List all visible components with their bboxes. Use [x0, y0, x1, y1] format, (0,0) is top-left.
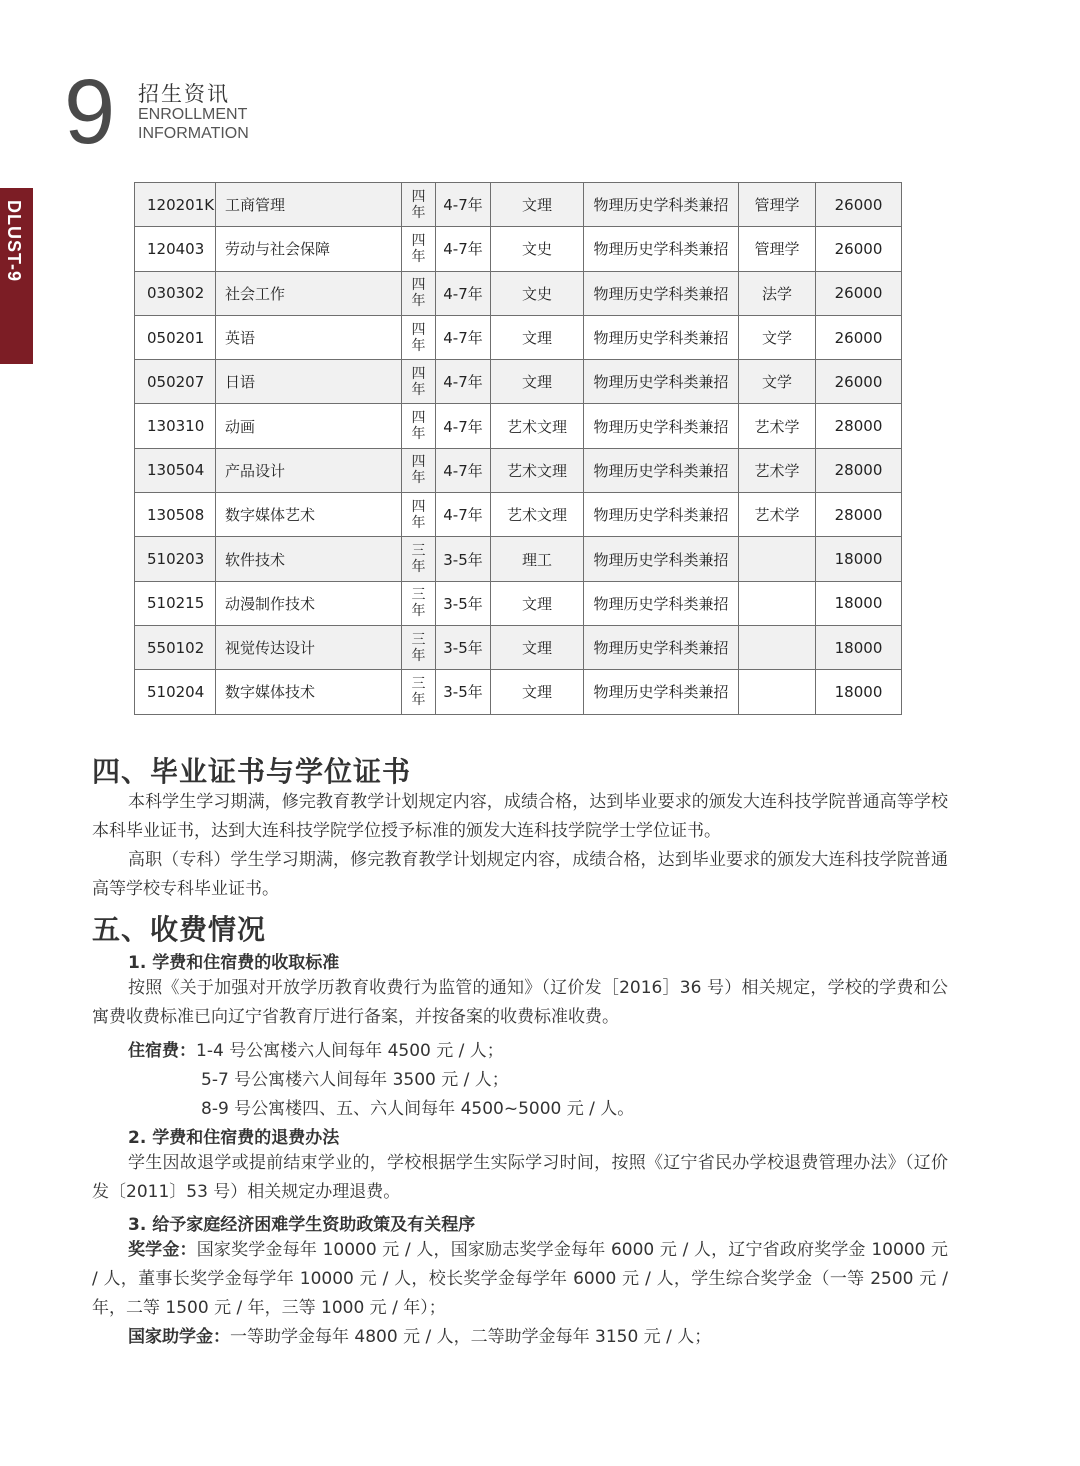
major-code-cell: 550102 — [135, 625, 216, 669]
side-tab-label: DLUST-9 — [4, 200, 24, 283]
study-span-cell: 4-7年 — [436, 315, 491, 359]
tuition-fee-cell: 26000 — [816, 183, 902, 227]
major-name-cell: 产品设计 — [216, 448, 402, 492]
degree-cell: 管理学 — [739, 183, 816, 227]
major-code-cell: 120403 — [135, 227, 216, 271]
study-span-cell: 3-5年 — [436, 670, 491, 714]
subject-requirement-cell: 物理历史学科类兼招 — [584, 183, 739, 227]
table-row — [135, 404, 902, 448]
dorm-fee-item-2: 5-7 号公寓楼六人间每年 3500 元 / 人； — [201, 1070, 509, 1090]
track-cell: 文理 — [491, 581, 584, 625]
degree-cell: 管理学 — [739, 227, 816, 271]
dorm-fee-label: 住宿费： — [128, 1041, 196, 1061]
subject-requirement-cell: 物理历史学科类兼招 — [584, 448, 739, 492]
study-span-cell: 4-7年 — [436, 448, 491, 492]
tuition-fee-cell: 28000 — [816, 493, 902, 537]
section4-paragraph-1: 本科学生学习期满，修完教育教学计划规定内容，成绩合格，达到毕业要求的颁发大连科技学院普通高等学校本科毕业证书，达到大连科技学院学位授予标准的颁发大连科技学院学士学位证书。 — [92, 792, 948, 841]
study-length-cell: 四 年 — [402, 404, 436, 448]
subject-requirement-cell: 物理历史学科类兼招 — [584, 404, 739, 448]
subject-requirement-cell: 物理历史学科类兼招 — [584, 670, 739, 714]
scholarship-text: 国家奖学金每年 10000 元 / 人，国家励志奖学金每年 6000 元 / 人，辽宁省政府奖学金 10000 元 / 人，董事长奖学金每学年 10000 元 / 人，校长奖学金每学年 6000 元 / 人，学生综合奖学金（一等 2500 元 / 年，二等 1500 元 / 年，三等 1000 元 / 年）； — [92, 1240, 948, 1318]
table-row — [135, 581, 902, 625]
section5-paragraph-2: 学生因故退学或提前结束学业的，学校根据学生实际学习时间，按照《辽宁省民办学校退费管理办法》（辽价发〔2011〕53 号）相关规定办理退费。 — [92, 1153, 948, 1202]
study-length-cell: 四 年 — [402, 448, 436, 492]
tuition-fee-cell: 26000 — [816, 271, 902, 315]
grant-label: 国家助学金： — [128, 1327, 230, 1347]
major-code-cell: 130508 — [135, 493, 216, 537]
degree-cell — [739, 670, 816, 714]
study-span-cell: 4-7年 — [436, 360, 491, 404]
major-name-cell: 工商管理 — [216, 183, 402, 227]
track-cell: 文史 — [491, 271, 584, 315]
major-code-cell: 030302 — [135, 271, 216, 315]
track-cell: 文理 — [491, 670, 584, 714]
section4-paragraph-2: 高职（专科）学生学习期满，修完教育教学计划规定内容，成绩合格，达到毕业要求的颁发大连科技学院普通高等学校专科毕业证书。 — [92, 850, 948, 899]
dorm-fee-item-1: 1-4 号公寓楼六人间每年 4500 元 / 人； — [196, 1041, 504, 1061]
subject-requirement-cell: 物理历史学科类兼招 — [584, 493, 739, 537]
major-code-cell: 050207 — [135, 360, 216, 404]
section5-paragraph-1: 按照《关于加强对开放学历教育收费行为监管的通知》（辽价发［2016］36 号）相关规定，学校的学费和公寓费收费标准已向辽宁省教育厅进行备案，并按备案的收费标准收费。 — [92, 978, 948, 1027]
major-table-body — [135, 183, 902, 715]
study-length-cell: 三 年 — [402, 537, 436, 581]
table-row — [135, 183, 902, 227]
table-row — [135, 360, 902, 404]
tuition-fee-cell: 18000 — [816, 625, 902, 669]
major-name-cell: 劳动与社会保障 — [216, 227, 402, 271]
table-row — [135, 315, 902, 359]
major-name-cell: 动漫制作技术 — [216, 581, 402, 625]
major-name-cell: 数字媒体技术 — [216, 670, 402, 714]
section4-title: 四、毕业证书与学位证书 — [92, 755, 412, 788]
tuition-fee-cell: 18000 — [816, 537, 902, 581]
tuition-fee-cell: 18000 — [816, 670, 902, 714]
table-row — [135, 448, 902, 492]
major-code-cell: 130504 — [135, 448, 216, 492]
major-name-cell: 日语 — [216, 360, 402, 404]
study-length-cell: 四 年 — [402, 227, 436, 271]
track-cell: 文理 — [491, 315, 584, 359]
tuition-fee-cell: 28000 — [816, 404, 902, 448]
section5-sub2: 2. 学费和住宿费的退费办法 — [128, 1128, 340, 1148]
subject-requirement-cell: 物理历史学科类兼招 — [584, 625, 739, 669]
study-length-cell: 四 年 — [402, 315, 436, 359]
track-cell: 文史 — [491, 227, 584, 271]
major-code-cell: 510215 — [135, 581, 216, 625]
subject-requirement-cell: 物理历史学科类兼招 — [584, 315, 739, 359]
study-span-cell: 3-5年 — [436, 537, 491, 581]
major-table — [134, 182, 902, 715]
table-row — [135, 537, 902, 581]
study-span-cell: 4-7年 — [436, 271, 491, 315]
section5-sub3: 3. 给予家庭经济困难学生资助政策及有关程序 — [128, 1215, 476, 1235]
degree-cell: 文学 — [739, 360, 816, 404]
major-code-cell: 510204 — [135, 670, 216, 714]
study-length-cell: 四 年 — [402, 183, 436, 227]
track-cell: 文理 — [491, 183, 584, 227]
major-name-cell: 数字媒体艺术 — [216, 493, 402, 537]
tuition-fee-cell: 26000 — [816, 315, 902, 359]
table-row — [135, 625, 902, 669]
major-code-cell: 050201 — [135, 315, 216, 359]
degree-cell — [739, 625, 816, 669]
track-cell: 艺术文理 — [491, 493, 584, 537]
degree-cell: 文学 — [739, 315, 816, 359]
degree-cell: 艺术学 — [739, 493, 816, 537]
tuition-fee-cell: 26000 — [816, 360, 902, 404]
subject-requirement-cell: 物理历史学科类兼招 — [584, 360, 739, 404]
section5-sub1: 1. 学费和住宿费的收取标准 — [128, 953, 340, 973]
tuition-fee-cell: 28000 — [816, 448, 902, 492]
degree-cell — [739, 581, 816, 625]
degree-cell: 艺术学 — [739, 448, 816, 492]
tuition-fee-cell: 18000 — [816, 581, 902, 625]
dorm-fee-item-3: 8-9 号公寓楼四、五、六人间每年 4500~5000 元 / 人。 — [201, 1099, 635, 1119]
study-span-cell: 3-5年 — [436, 625, 491, 669]
scholarship-label: 奖学金： — [128, 1240, 197, 1260]
major-code-cell: 510203 — [135, 537, 216, 581]
track-cell: 艺术文理 — [491, 404, 584, 448]
table-row — [135, 493, 902, 537]
major-code-cell: 120201K — [135, 183, 216, 227]
track-cell: 艺术文理 — [491, 448, 584, 492]
study-span-cell: 4-7年 — [436, 493, 491, 537]
scholarship-paragraph — [92, 1236, 948, 1323]
major-code-cell: 130310 — [135, 404, 216, 448]
degree-cell — [739, 537, 816, 581]
section5-title: 五、收费情况 — [92, 913, 267, 946]
track-cell: 文理 — [491, 625, 584, 669]
degree-cell: 艺术学 — [739, 404, 816, 448]
major-name-cell: 社会工作 — [216, 271, 402, 315]
study-length-cell: 四 年 — [402, 493, 436, 537]
study-span-cell: 4-7年 — [436, 183, 491, 227]
table-row — [135, 670, 902, 714]
study-length-cell: 三 年 — [402, 670, 436, 714]
major-name-cell: 英语 — [216, 315, 402, 359]
degree-cell: 法学 — [739, 271, 816, 315]
subject-requirement-cell: 物理历史学科类兼招 — [584, 581, 739, 625]
dorm-fee-line-1 — [128, 1036, 504, 1061]
subject-requirement-cell: 物理历史学科类兼招 — [584, 227, 739, 271]
grant-text: 一等助学金每年 4800 元 / 人，二等助学金每年 3150 元 / 人； — [230, 1327, 712, 1347]
table-row — [135, 227, 902, 271]
major-name-cell: 软件技术 — [216, 537, 402, 581]
subject-requirement-cell: 物理历史学科类兼招 — [584, 271, 739, 315]
study-span-cell: 3-5年 — [436, 581, 491, 625]
header-title-en — [138, 105, 249, 143]
track-cell: 文理 — [491, 360, 584, 404]
study-span-cell: 4-7年 — [436, 404, 491, 448]
study-length-cell: 四 年 — [402, 360, 436, 404]
header-title-en-line1: ENROLLMENT — [138, 106, 248, 123]
table-row — [135, 271, 902, 315]
study-length-cell: 三 年 — [402, 625, 436, 669]
page-number: 9 — [64, 61, 116, 163]
track-cell: 理工 — [491, 537, 584, 581]
tuition-fee-cell: 26000 — [816, 227, 902, 271]
study-length-cell: 四 年 — [402, 271, 436, 315]
study-length-cell: 三 年 — [402, 581, 436, 625]
header-title-cn: 招生资讯 — [138, 82, 230, 106]
grant-paragraph — [92, 1323, 948, 1352]
major-name-cell: 视觉传达设计 — [216, 625, 402, 669]
subject-requirement-cell: 物理历史学科类兼招 — [584, 537, 739, 581]
header-title-en-line2: INFORMATION — [138, 125, 249, 142]
study-span-cell: 4-7年 — [436, 227, 491, 271]
major-name-cell: 动画 — [216, 404, 402, 448]
